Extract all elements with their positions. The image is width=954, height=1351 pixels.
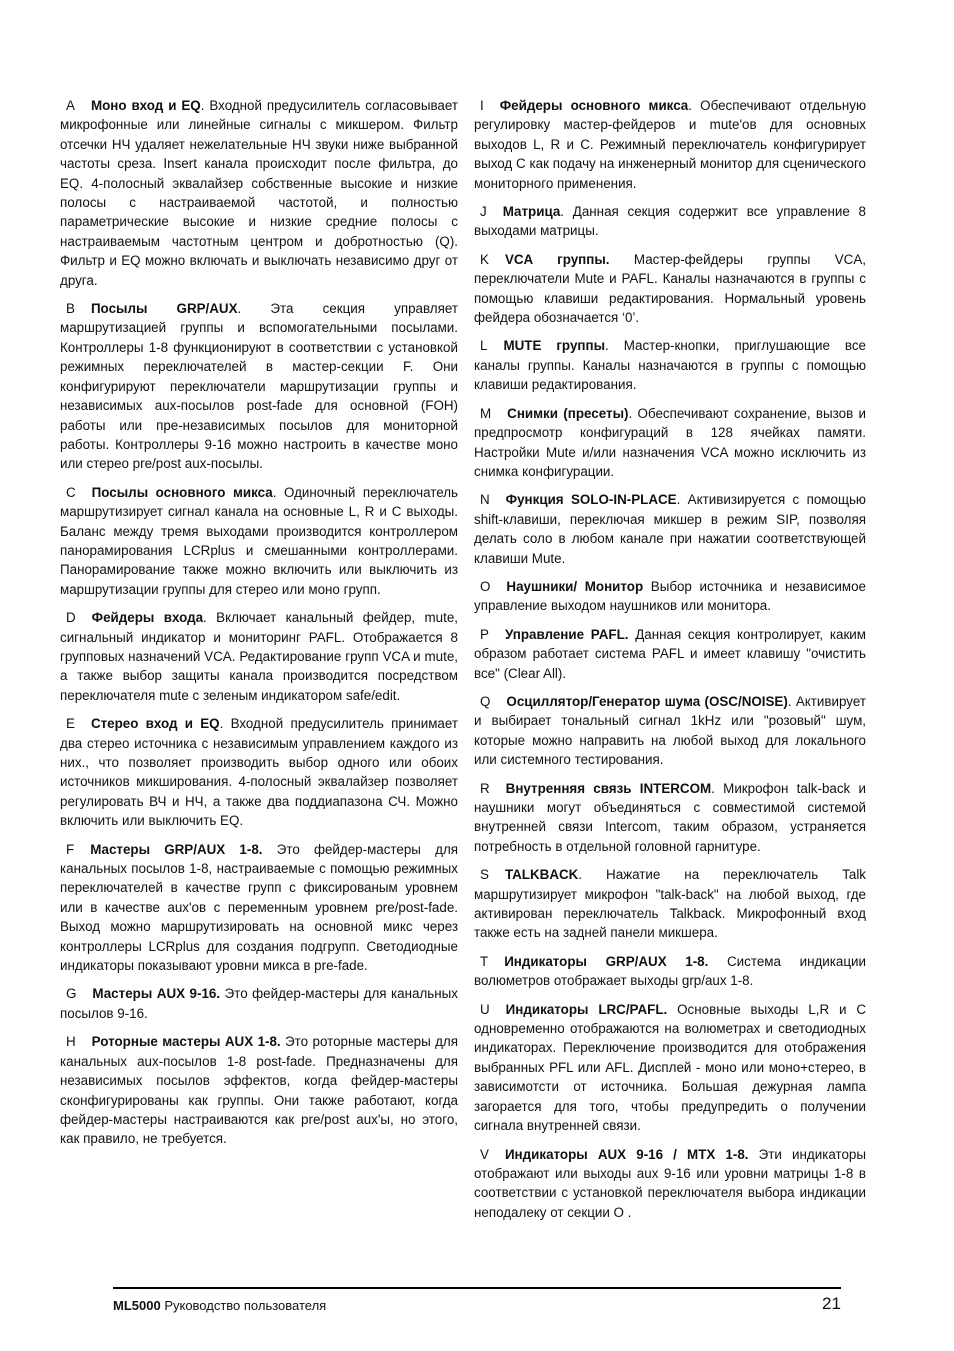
section-text: Активирует и выбирает тональный сигнал 1kHz или "розовый" шум, которые можно направить на любой выход для локального или системного тестирования.	[474, 693, 866, 768]
section-text: Это фейдер-мастеры для канальных посылов 9-16.	[60, 986, 458, 1021]
section-sep: .	[219, 716, 224, 732]
footer-guide: Руководство пользователя	[160, 1298, 327, 1313]
section-sep: .	[688, 98, 692, 113]
section-letter: U	[480, 1001, 490, 1017]
section-sep: .	[628, 405, 633, 421]
section-letter: A	[66, 98, 75, 113]
section-text: Система индикации волюметров отображает выходы grp/aux 1-8.	[474, 953, 866, 989]
section-s	[474, 865, 866, 943]
section-text: Обеспечивают отдельную регулировку мастер-фейдеров и mute'ов для основных выходов L, R и C. Режимный переключатель конфигурирует выход C как подачу на инженерный монитор для сценического мониторного применения.	[474, 98, 866, 191]
section-letter: C	[66, 484, 76, 500]
section-letter: F	[66, 841, 75, 857]
section-g	[60, 984, 458, 1023]
section-text: Данная секция содержит все управление 8 выходами матрицы.	[474, 204, 866, 239]
section-sep: .	[787, 693, 792, 709]
section-sep: .	[203, 610, 207, 626]
section-letter: J	[480, 204, 487, 220]
section-title: Индикаторы AUX 9-16 / MTX 1-8.	[504, 1146, 749, 1162]
section-r	[474, 779, 866, 857]
section-text: Это фейдер-мастеры для канальных посылов 1-8, настраиваемые с помощью режимных переключателей в качестве групп с фиксированым уровнем или в качестве aux'ов с переменным уровнем pre/post-fade. Выход можно маршрутизировать на основной микс через контроллеры LCRplus для создания подгрупп. Светодиодные индикаторы показывают уровни микса в pre-fade.	[60, 841, 459, 974]
section-title: Функция SOLO-IN-PLACE	[505, 492, 677, 508]
section-t	[474, 952, 866, 991]
section-letter: I	[480, 98, 484, 113]
section-title: Внутренняя связь INTERCOM	[505, 780, 712, 796]
section-title: Мастеры GRP/AUX 1-8.	[90, 841, 263, 857]
section-letter: H	[66, 1034, 76, 1050]
section-text: Нажатие на переключатель Talk маршрутизирует микрофон "talk-back" на любой выход, где активирован переключатель Talkback. Микрофонный вход также есть на задней панели микшера.	[474, 867, 866, 941]
section-a	[60, 96, 458, 290]
section-text: Выбор источника и независимое управление выходом наушников или монитора.	[474, 578, 866, 614]
section-h	[60, 1032, 458, 1148]
section-letter: V	[480, 1146, 489, 1162]
page-number: 21	[822, 1294, 841, 1313]
section-sep: .	[676, 492, 681, 508]
section-text: Одиночный переключатель маршрутизирует сигнал канала на основные L, R и C выходы. Баланс между тремя выходами производится контроллером панорамирования LCRplus и смешанными контроллерами. Панорамирование также можно включить или выключить из маршрутизации группы для стерео или моно групп.	[60, 484, 458, 597]
section-text: Мастер-фейдеры группы VCA, переключатели Mute и PAFL. Каналы назначаются в группы с помощью клавиши редактирования. Нормальный уровень фейдера обозначается ‘0’.	[474, 251, 867, 326]
section-text: Входной предусилитель согласовывает микрофонные или линейные сигналы с микшером. Фильтр отсечки НЧ удаляет нежелательные НЧ звуки ниже выбранной частоты среза. Insert канала происходит после фильтра, до EQ. 4-полосный эквалайзер собственные высокие и низкие полосы с настраиваемой частотой, и полностью параметрические высокие и низкие средние полосы с настраиваемым частотным центром и добротностью (Q). Фильтр и EQ можно включать и выключать независимо друг от друга.	[60, 98, 458, 288]
section-title: MUTE группы	[503, 338, 605, 354]
section-m	[474, 404, 866, 482]
section-o	[474, 577, 866, 616]
section-text: Эта секция управляет маршрутизацией группы и вспомогательными посылами. Контроллеры 1-8 функционируют в соответствии с установкой режимных переключателей в мастер-секции F. Они конфигурируют переключатели маршрутизации группы и независимых aux-посылов post-fade для основной (FOH) работы или пре-независимых посылов для мониторной работы. Контроллеры 9-16 можно настроить в качестве моно или стерео pre/post aux-посылы.	[60, 301, 458, 472]
footer-rule	[113, 1287, 841, 1289]
section-letter: Q	[480, 693, 491, 709]
section-text: Микрофон talk-back и наушники могут объединяться с совместимой системой внутренней связи Intercom, таким образом, устраняется потребность в отдельной головной гарнитуре.	[474, 780, 866, 854]
section-letter: M	[480, 405, 492, 421]
section-v	[474, 1145, 866, 1223]
section-letter: T	[480, 953, 489, 969]
section-title: Осциллятор/Генератор шума (OSC/NOISE)	[506, 693, 788, 709]
section-letter: P	[480, 626, 489, 642]
section-text: Обеспечивают сохранение, вызов и предпросмотр конфигураций в 128 ячейках памяти. Настройки Mute и/или назначения VCA можно исключить из снимка конфигурации.	[474, 405, 866, 479]
section-sep: .	[560, 204, 565, 220]
section-f	[60, 840, 458, 976]
section-q	[474, 692, 866, 770]
section-u	[474, 1000, 866, 1136]
section-title: Фейдеры основного микса	[499, 98, 689, 113]
section-letter: R	[480, 780, 490, 796]
section-letter: S	[480, 867, 489, 883]
section-title: Индикаторы GRP/AUX 1-8.	[504, 953, 709, 969]
section-title: Роторные мастеры AUX 1-8.	[91, 1034, 281, 1050]
section-text: Мастер-кнопки, приглушающие все каналы группы. Каналы назначаются в группы с помощью клавиши редактирования.	[474, 338, 866, 393]
section-text: Данная секция контролирует, каким образом работает система PAFL и имеет клавишу "очистить все" (Clear All).	[474, 626, 866, 681]
section-sep: .	[605, 338, 609, 354]
section-l	[474, 336, 866, 394]
section-title: VCA группы.	[504, 251, 610, 267]
section-letter: O	[480, 578, 491, 594]
section-letter: D	[66, 610, 76, 626]
section-sep: .	[578, 867, 583, 883]
section-title: Посылы GRP/AUX	[90, 301, 238, 317]
section-text: Это роторные мастеры для канальных aux-посылов 1-8 post-fade. Предназначены для независимых посылов эффектов, когда фейдер-мастеры сконфигурированы как группы. Они также работают, когда фейдер-мастеры настраиваются как pre/post aux'ы, но этого, как правило, не требуется.	[60, 1034, 458, 1147]
section-title: Мастеры AUX 9-16.	[92, 986, 221, 1002]
section-text: Эти индикаторы отображают или выходы aux 9-16 или уровни матрицы 1-8 в соответствии с установкой переключателя выбора индикации неподалеку от секции O .	[474, 1146, 866, 1220]
section-letter: N	[480, 492, 490, 508]
section-letter: B	[66, 301, 75, 317]
section-title: Управление PAFL.	[504, 626, 629, 642]
section-title: TALKBACK	[504, 867, 579, 883]
section-title: Матрица	[502, 204, 561, 220]
section-p	[474, 625, 866, 683]
section-c	[60, 483, 458, 599]
right-column	[474, 96, 866, 1231]
section-e	[60, 714, 458, 830]
section-sep: .	[272, 484, 277, 500]
section-title: Стерео вход и EQ	[90, 716, 220, 732]
section-letter: K	[480, 251, 489, 267]
section-text: Основные выходы L,R и C одновременно отображаются на волюметрах и светодиодных индикаторах. Переключение производится для отображения выбранных PFL или AFL. Дисплей - моно или моно+стерео, в зависимотсти от источника. Большая дежурная лампа загорается для того, чтобы предупредить о получении сигнала внутренней связи.	[474, 1001, 867, 1134]
section-text: Включает канальный фейдер, mute, сигнальный индикатор и мониторинг PAFL. Отображается 8 групповых назначений VCA. Редактирование групп VCA и mute, а также выбор защиты канала производится посредством переключателя mute с зеленым индикатором safe/edit.	[60, 610, 458, 703]
section-title: Моно вход и EQ	[90, 98, 201, 113]
section-title: Фейдеры входа	[91, 610, 204, 626]
section-sep: .	[237, 301, 242, 317]
section-sep: .	[711, 780, 715, 796]
footer-title	[113, 1298, 326, 1313]
section-i	[474, 96, 866, 193]
section-letter: E	[66, 716, 75, 732]
section-text: Активизируется с помощью shift-клавиши, переключая микшер в режим SIP, позволяя делать соло в любом канале при нажатии соответствующей клавиши Mute.	[474, 492, 866, 566]
section-title: Индикаторы LRC/PAFL.	[505, 1001, 668, 1017]
section-text: Входной предусилитель принимает два стерео источника с независимым управлением каждого из них., что позволяет производить выбор одного или обоих источников микширования. 4-полосный эквалайзер позволяет регулировать ВЧ и НЧ, а также два поддиапазона СЧ. Можно включить или выключить EQ.	[60, 716, 458, 829]
section-b	[60, 299, 458, 474]
section-sep: .	[200, 98, 205, 113]
section-letter: L	[480, 338, 488, 354]
section-d	[60, 608, 458, 705]
left-column	[60, 96, 458, 1158]
section-title: Снимки (пресеты)	[507, 405, 629, 421]
section-title: Посылы основного микса	[91, 484, 273, 500]
footer-model: ML5000	[113, 1298, 161, 1313]
section-n	[474, 490, 866, 568]
section-k	[474, 250, 866, 328]
section-letter: G	[66, 986, 77, 1002]
section-j	[474, 202, 866, 241]
section-title: Наушники/ Монитор	[506, 578, 644, 594]
